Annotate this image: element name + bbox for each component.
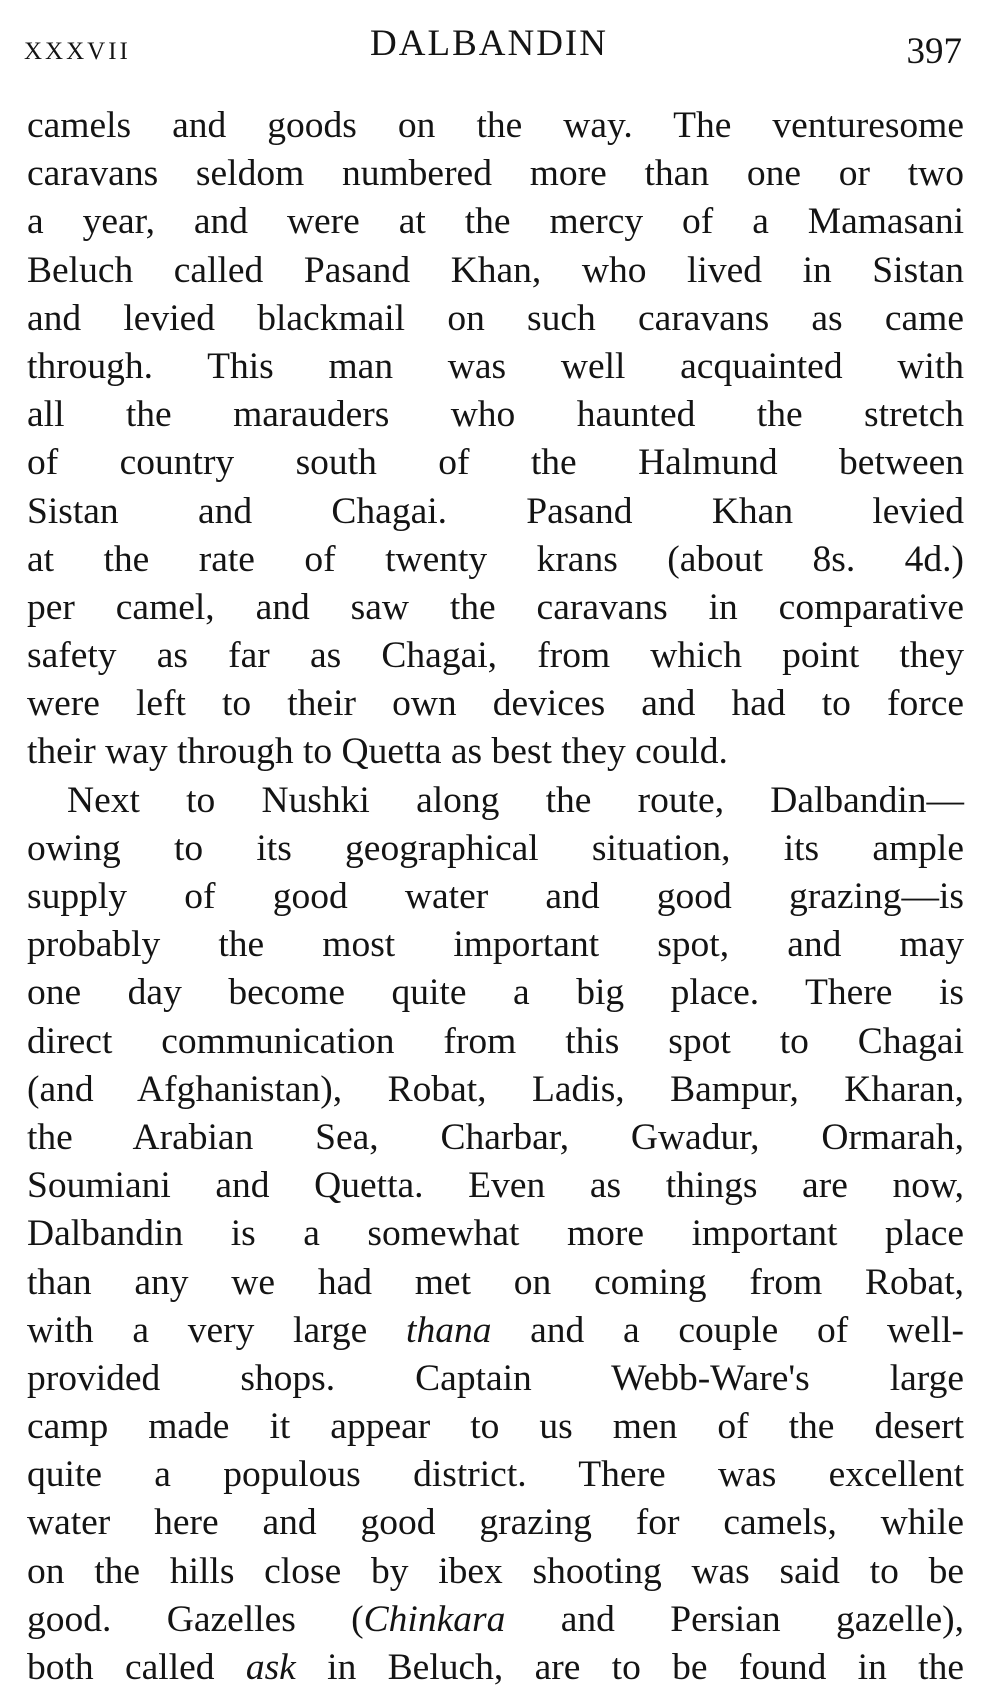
text-segment: per camel, and saw the caravans in comparative (27, 586, 964, 628)
text-segment: in Beluch, are to be found in the (295, 1647, 964, 1688)
text-line (27, 1548, 964, 1596)
body-text (27, 102, 964, 1692)
text-line (27, 198, 964, 246)
text-segment: of country south of the Halmund between (27, 442, 964, 484)
chapter-number: XXXVII (24, 38, 131, 65)
text-segment: on the hills close by ibex shooting was said to be (27, 1550, 964, 1592)
text-segment: provided shops. Captain Webb-Ware's large (27, 1357, 964, 1399)
text-segment: safety as far as Chagai, from which point they (27, 635, 964, 677)
text-segment: Beluch called Pasand Khan, who lived in Sistan (27, 249, 964, 291)
text-line (27, 295, 964, 343)
text-segment: at the rate of twenty krans (about 8s. 4d.) (27, 538, 964, 580)
text-segment: all the marauders who haunted the stretch (27, 394, 964, 436)
text-segment: good. Gazelles ( (27, 1598, 364, 1640)
text-line (27, 439, 964, 487)
text-segment: both called (27, 1647, 246, 1688)
text-segment: direct communication from this spot to Chagai (27, 1020, 964, 1062)
page-number: 397 (906, 31, 962, 72)
text-line (27, 1210, 964, 1258)
text-line (27, 1499, 964, 1547)
text-line (27, 343, 964, 391)
text-segment: water here and good grazing for camels, while (27, 1502, 964, 1544)
text-line (27, 921, 964, 969)
text-line (27, 391, 964, 439)
text-segment: a year, and were at the mercy of a Mamasani (27, 201, 964, 243)
text-segment: were left to their own devices and had to force (27, 683, 964, 725)
italic-term: thana (406, 1309, 492, 1351)
text-line (27, 102, 964, 150)
page-header (24, 18, 962, 78)
text-segment: probably the most important spot, and may (27, 924, 964, 966)
text-segment: and Persian gazelle), (505, 1598, 964, 1640)
text-segment: camp made it appear to us men of the desert (27, 1406, 964, 1448)
text-line (27, 873, 964, 921)
text-segment: their way through to Quetta as best they could. (27, 731, 728, 773)
text-segment: caravans seldom numbered more than one or two (27, 153, 964, 195)
text-segment: supply of good water and good grazing—is (27, 876, 964, 917)
text-line (27, 488, 964, 536)
text-line (27, 1451, 964, 1499)
text-line (27, 1644, 964, 1692)
text-segment: Next to Nushki along the route, Dalbandin— (67, 779, 964, 821)
text-line (27, 1018, 964, 1066)
text-line (27, 680, 964, 728)
text-line (27, 728, 964, 776)
text-line (27, 969, 964, 1017)
text-line (27, 584, 964, 632)
text-segment: through. This man was well acquainted with (27, 345, 964, 387)
text-line (27, 247, 964, 295)
text-line (27, 1114, 964, 1162)
text-segment: (and Afghanistan), Robat, Ladis, Bampur, Kharan, (27, 1068, 964, 1110)
text-segment: than any we had met on coming from Robat, (27, 1261, 964, 1303)
text-line (27, 536, 964, 584)
text-segment: Dalbandin is a somewhat more important place (27, 1213, 964, 1255)
text-segment: Soumiani and Quetta. Even as things are now, (27, 1165, 964, 1207)
text-segment: with a very large (27, 1309, 407, 1351)
text-line (27, 1596, 964, 1644)
text-line (27, 1307, 964, 1355)
text-line (27, 1162, 964, 1210)
text-segment: and levied blackmail on such caravans as came (27, 297, 964, 339)
text-line (27, 825, 964, 873)
text-segment: one day become quite a big place. There is (27, 972, 964, 1014)
text-line (27, 1066, 964, 1114)
text-segment: and a couple of well- (491, 1309, 964, 1351)
text-segment: quite a populous district. There was excellent (27, 1454, 964, 1496)
text-line (27, 632, 964, 680)
text-line (27, 150, 964, 198)
text-segment: owing to its geographical situation, its ample (27, 827, 964, 869)
text-segment: the Arabian Sea, Charbar, Gwadur, Ormarah, (27, 1116, 964, 1158)
text-line (27, 777, 964, 825)
italic-term: Chinkara (363, 1598, 506, 1640)
italic-term: ask (245, 1647, 296, 1688)
text-segment: Sistan and Chagai. Pasand Khan levied (27, 490, 964, 532)
running-title: DALBANDIN (370, 23, 608, 64)
text-segment: camels and goods on the way. The venturesome (27, 105, 964, 146)
text-line (27, 1403, 964, 1451)
text-line (27, 1259, 964, 1307)
text-line (27, 1355, 964, 1403)
